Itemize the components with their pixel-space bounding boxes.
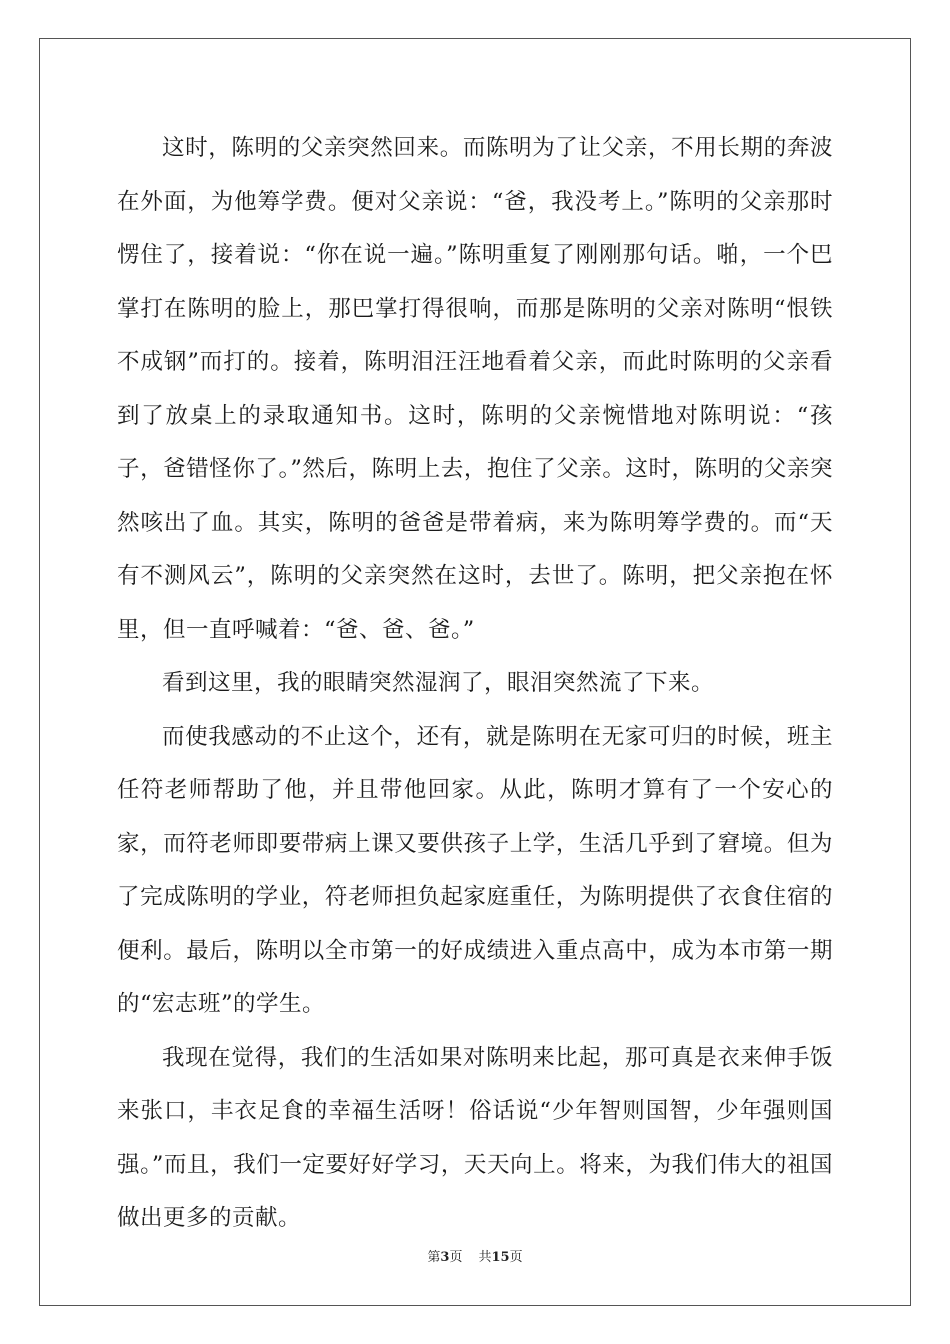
paragraph-3: 而使我感动的不止这个，还有，就是陈明在无家可归的时候，班主任符老师帮助了他，并且带他回家。从此，陈明才算有了一个安心的家，而符老师即要带病上课又要供孩子上学，生活几乎到了窘境。但为了完成陈明的学业，符老师担负起家庭重任，为陈明提供了衣食住宿的便利。最后，陈明以全市第一的好成绩进入重点高中，成为本市第一期的“宏志班”的学生。 (117, 723, 833, 1017)
document-body (117, 122, 833, 1246)
total-prefix: 共 (478, 1250, 492, 1265)
page-suffix: 页 (449, 1250, 463, 1265)
paragraph-1: 这时，陈明的父亲突然回来。而陈明为了让父亲，不用长期的奔波在外面，为他筹学费。便对父亲说：“爸，我没考上。”陈明的父亲那时愣住了，接着说：“你在说一遍。”陈明重复了刚刚那句话。啪，一个巴掌打在陈明的脸上，那巴掌打得很响，而那是陈明的父亲对陈明“恨铁不成钢”而打的。接着，陈明泪汪汪地看着父亲，而此时陈明的父亲看到了放桌上的录取通知书。这时，陈明的父亲惋惜地对陈明说：“孩子，爸错怪你了。”然后，陈明上去，抱住了父亲。这时，陈明的父亲突然咳出了血。其实，陈明的爸爸是带着病，来为陈明筹学费的。而“天有不测风云”，陈明的父亲突然在这时，去世了。陈明，把父亲抱在怀里，但一直呼喊着：“爸、爸、爸。” (117, 135, 833, 643)
total-pages: 15 (491, 1250, 510, 1265)
page-number: 3 (440, 1250, 450, 1265)
page-footer (0, 1246, 950, 1265)
total-suffix: 页 (509, 1250, 523, 1265)
paragraph-4: 我现在觉得，我们的生活如果对陈明来比起，那可真是衣来伸手饭来张口，丰衣足食的幸福生活呀！俗话说“少年智则国智，少年强则国强。”而且，我们一定要好好学习，天天向上。将来，为我们伟大的祖国做出更多的贡献。 (117, 1044, 833, 1231)
paragraph-2: 看到这里，我的眼睛突然湿润了，眼泪突然流了下来。 (162, 670, 715, 696)
page-prefix: 第 (427, 1250, 441, 1265)
